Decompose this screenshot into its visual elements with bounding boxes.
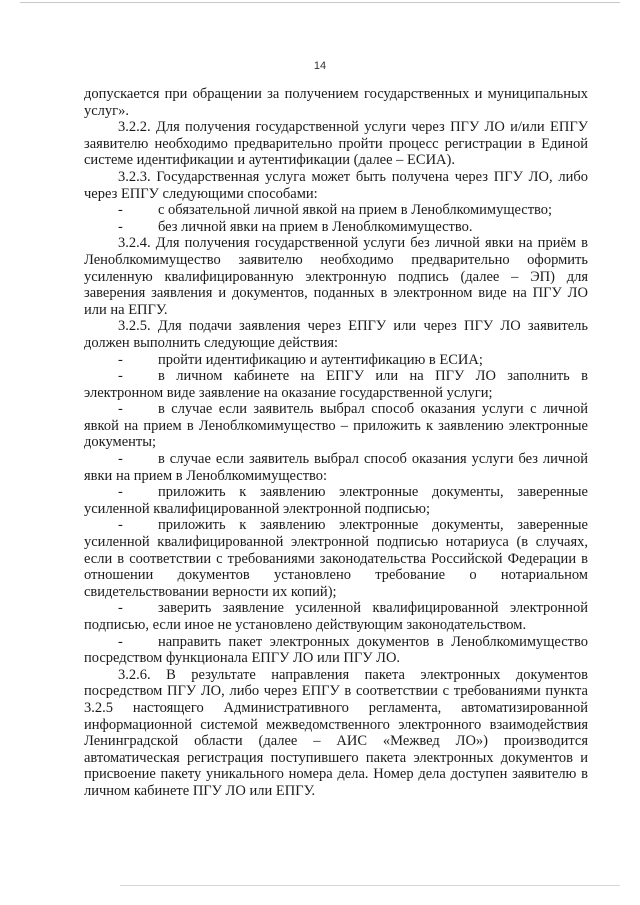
list-item-text: без личной явки на прием в Леноблкомимущество. bbox=[158, 218, 473, 235]
list-item bbox=[84, 484, 588, 517]
paragraph-3-2-6: 3.2.6. В результате направления пакета электронных документов посредством ПГУ ЛО, либо через ЕПГУ в соответствии с требованиями пункта 3.2.5 настоящего Административного регламента, автоматизированной информационной системой межведомственного электронного взаимодействия Ленинградской области (далее – АИС «Межвед ЛО») производится автоматическая регистрация поступившего пакета электронных документов и присвоение пакету уникального номера дела. Номер дела доступен заявителю в личном кабинете ПГУ ЛО или ЕПГУ. bbox=[84, 666, 588, 799]
dash-marker: - bbox=[118, 218, 123, 235]
dash-marker: - bbox=[118, 401, 123, 418]
list-item-text: в случае если заявитель выбрал способ оказания услуги с личной явкой на прием в Леноблкомимущество – приложить к заявлению электронные документы; bbox=[84, 401, 588, 451]
paragraph-continuation: допускается при обращении за получением государственных и муниципальных услуг». bbox=[84, 86, 588, 119]
dash-marker: - bbox=[118, 484, 123, 501]
document-body bbox=[84, 86, 588, 800]
list-item-text: пройти идентификацию и аутентификацию в ЕСИА; bbox=[158, 351, 483, 368]
dash-marker: - bbox=[118, 451, 123, 468]
scan-edge-top bbox=[20, 2, 620, 3]
dash-marker: - bbox=[118, 600, 123, 617]
list-item-text: приложить к заявлению электронные документы, заверенные усиленной квалифицированной электронной подписью нотариуса (в случаях, если в соответствии с требованиями законодательства Российской Федерации в отношении документов установлено требование о нотариальном свидетельствовании верности их копий); bbox=[84, 517, 588, 600]
list-item bbox=[84, 368, 588, 401]
paragraph-3-2-4: 3.2.4. Для получения государственной услуги без личной явки на приём в Леноблкомимущество заявителю необходимо предварительно оформить усиленную квалифицированную электронную подпись (далее – ЭП) для заверения заявления и документов, поданных в электронном виде на ПГУ ЛО или на ЕПГУ. bbox=[84, 235, 588, 318]
page-number: 14 bbox=[313, 60, 327, 72]
list-item-text: направить пакет электронных документов в Леноблкомимущество посредством функционала ЕПГУ ЛО или ПГУ ЛО. bbox=[84, 633, 588, 667]
paragraph-3-2-5: 3.2.5. Для подачи заявления через ЕПГУ или через ПГУ ЛО заявитель должен выполнить следующие действия: bbox=[84, 318, 588, 351]
scan-edge-bottom bbox=[120, 885, 620, 886]
list-item-text: в личном кабинете на ЕПГУ или на ПГУ ЛО заполнить в электронном виде заявление на оказание государственной услуги; bbox=[84, 368, 588, 401]
dash-marker: - bbox=[118, 517, 123, 534]
list-item bbox=[84, 451, 588, 484]
list-item bbox=[84, 517, 588, 600]
dash-marker: - bbox=[118, 368, 123, 385]
list-item-text: приложить к заявлению электронные документы, заверенные усиленной квалифицированной электронной подписью; bbox=[84, 484, 588, 517]
list-item bbox=[84, 600, 588, 633]
list-item bbox=[84, 202, 588, 219]
dash-marker: - bbox=[118, 202, 123, 219]
list-item-text: в случае если заявитель выбрал способ оказания услуги без личной явки на прием в Леноблкомимущество: bbox=[84, 451, 588, 484]
paragraph-3-2-3: 3.2.3. Государственная услуга может быть получена через ПГУ ЛО, либо через ЕПГУ следующими способами: bbox=[84, 168, 588, 202]
list-item bbox=[84, 401, 588, 451]
list-item bbox=[84, 219, 588, 236]
paragraph-3-2-2: 3.2.2. Для получения государственной услуги через ПГУ ЛО и/или ЕПГУ заявителю необходимо предварительно пройти процесс регистрации в Единой системе идентификации и аутентификации (далее – ЕСИА). bbox=[84, 119, 588, 169]
list-item bbox=[84, 634, 588, 667]
list-item-text: заверить заявление усиленной квалифицированной электронной подписью, если иное не установлено действующим законодательством. bbox=[84, 600, 588, 633]
dash-marker: - bbox=[118, 633, 123, 650]
list-item-text: с обязательной личной явкой на прием в Леноблкомимущество; bbox=[158, 202, 553, 219]
dash-marker: - bbox=[118, 351, 123, 368]
list-item bbox=[84, 352, 588, 369]
